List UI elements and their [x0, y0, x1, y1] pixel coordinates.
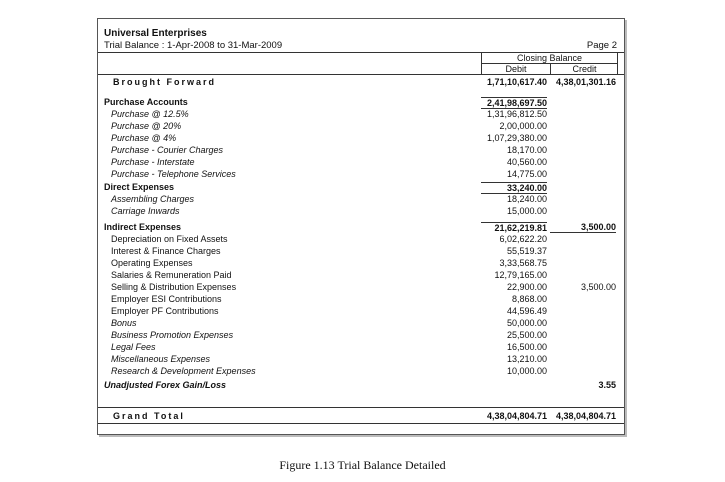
ledger-debit: 21,62,219.81	[481, 222, 547, 233]
credit-header: Credit	[550, 64, 618, 74]
ledger-label: Assembling Charges	[111, 194, 195, 204]
ledger-row	[98, 97, 624, 109]
ledger-row	[98, 182, 624, 194]
ledger-label: Purchase - Courier Charges	[111, 145, 224, 155]
ledger-label: Research & Development Expenses	[111, 366, 256, 376]
ledger-label: Purchase @ 20%	[111, 121, 182, 131]
ledger-credit: 3,500.00	[550, 222, 616, 233]
ledger-row	[98, 109, 624, 121]
ledger-row	[98, 342, 624, 354]
ledger-debit: 55,519.37	[506, 246, 547, 256]
ledger-row	[98, 380, 624, 392]
report-frame	[97, 18, 625, 435]
ledger-credit: 3,500.00	[580, 282, 616, 292]
ledger-label: Direct Expenses	[104, 182, 175, 192]
ledger-row	[98, 133, 624, 145]
ledger-debit: 1,71,10,617.40	[486, 77, 547, 87]
ledger-row	[98, 366, 624, 378]
grand-total-debit: 4,38,04,804.71	[486, 411, 547, 421]
ledger-label: Purchase - Interstate	[111, 157, 195, 167]
ledger-row	[98, 330, 624, 342]
ledger-debit: 22,900.00	[506, 282, 547, 292]
ledger-debit: 15,000.00	[506, 206, 547, 216]
ledger-label: Purchase - Telephone Services	[111, 169, 236, 179]
ledger-label: Miscellaneous Expenses	[111, 354, 211, 364]
ledger-debit: 33,240.00	[481, 182, 547, 194]
ledger-label: Brought Forward	[113, 77, 216, 87]
ledger-row	[98, 294, 624, 306]
figure-caption: Figure 1.13 Trial Balance Detailed	[279, 458, 446, 472]
ledger-label: Purchase @ 4%	[111, 133, 177, 143]
ledger-debit: 16,500.00	[506, 342, 547, 352]
ledger-debit: 1,31,96,812.50	[486, 109, 547, 119]
report-subtitle: Trial Balance : 1-Apr-2008 to 31-Mar-2009	[104, 40, 283, 51]
ledger-label: Unadjusted Forex Gain/Loss	[104, 380, 227, 390]
ledger-row	[98, 354, 624, 366]
ledger-label: Carriage Inwards	[111, 206, 180, 216]
ledger-label: Operating Expenses	[111, 258, 193, 268]
ledger-debit: 6,02,622.20	[499, 234, 547, 244]
ledger-label: Selling & Distribution Expenses	[111, 282, 237, 292]
ledger-debit: 8,868.00	[511, 294, 547, 304]
ledger-label: Depreciation on Fixed Assets	[111, 234, 228, 244]
ledger-row	[98, 258, 624, 270]
ledger-row	[98, 282, 624, 294]
ledger-debit: 12,79,165.00	[494, 270, 547, 280]
ledger-row	[98, 222, 624, 234]
ledger-debit: 10,000.00	[506, 366, 547, 376]
ledger-debit: 18,240.00	[506, 194, 547, 204]
ledger-row	[98, 194, 624, 206]
ledger-row	[98, 306, 624, 318]
grand-total-label: Grand Total	[113, 411, 185, 421]
ledger-label: Indirect Expenses	[104, 222, 182, 232]
grand-total-row	[98, 411, 624, 423]
ledger-row	[98, 206, 624, 218]
ledger-row	[98, 234, 624, 246]
ledger-row	[98, 169, 624, 181]
ledger-credit: 4,38,01,301.16	[555, 77, 616, 87]
ledger-label: Salaries & Remuneration Paid	[111, 270, 232, 280]
ledger-debit: 2,00,000.00	[499, 121, 547, 131]
ledger-label: Bonus	[111, 318, 137, 328]
ledger-row	[98, 246, 624, 258]
ledger-row	[98, 145, 624, 157]
ledger-row	[98, 157, 624, 169]
grand-total-bottom-rule	[98, 423, 624, 424]
ledger-label: Legal Fees	[111, 342, 156, 352]
ledger-credit: 3.55	[598, 380, 616, 390]
ledger-debit: 13,210.00	[506, 354, 547, 364]
grand-total-top-rule	[98, 407, 624, 408]
ledger-row	[98, 77, 624, 89]
ledger-debit: 25,500.00	[506, 330, 547, 340]
ledger-debit: 14,775.00	[506, 169, 547, 179]
ledger-debit: 18,170.00	[506, 145, 547, 155]
ledger-debit: 50,000.00	[506, 318, 547, 328]
column-header-rule	[98, 74, 624, 75]
ledger-label: Purchase @ 12.5%	[111, 109, 189, 119]
debit-header: Debit	[505, 64, 527, 74]
ledger-debit: 44,596.49	[506, 306, 547, 316]
ledger-debit: 2,41,98,697.50	[481, 97, 547, 109]
ledger-row	[98, 270, 624, 282]
ledger-label: Employer PF Contributions	[111, 306, 219, 316]
grand-total-credit: 4,38,04,804.71	[555, 411, 616, 421]
column-header	[481, 52, 618, 74]
ledger-label: Interest & Finance Charges	[111, 246, 221, 256]
ledger-debit: 40,560.00	[506, 157, 547, 167]
ledger-row	[98, 318, 624, 330]
company-name: Universal Enterprises	[104, 28, 207, 39]
ledger-label: Business Promotion Expenses	[111, 330, 234, 340]
page-number: Page 2	[586, 40, 617, 51]
ledger-debit: 1,07,29,380.00	[486, 133, 547, 143]
ledger-debit: 3,33,568.75	[499, 258, 547, 268]
closing-balance-header: Closing Balance	[516, 53, 583, 63]
ledger-row	[98, 121, 624, 133]
ledger-label: Purchase Accounts	[104, 97, 188, 107]
ledger-label: Employer ESI Contributions	[111, 294, 222, 304]
